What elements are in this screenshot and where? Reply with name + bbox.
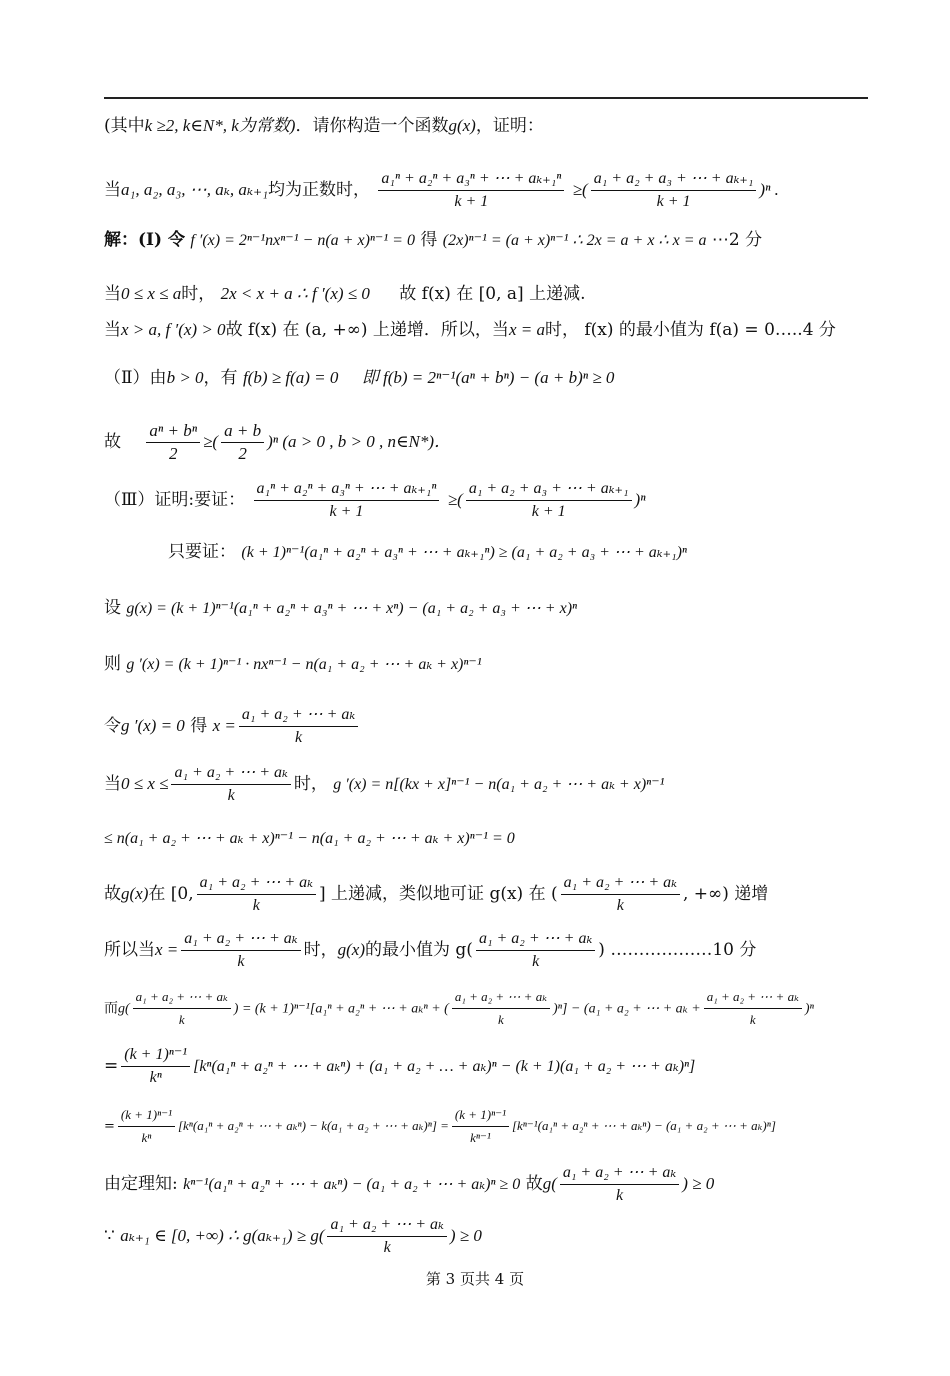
text: （Ⅱ）由: [104, 368, 167, 388]
fraction: $\frac{\text{a₁ⁿ + a₂ⁿ + a₃ⁿ + ⋯ + aₖ₊₁ⁿ}}{k + 1}$: [378, 168, 564, 213]
line-inequality: [104, 420, 451, 465]
formula: f ′(x) = 2ⁿ⁻¹nxⁿ⁻¹ − n(a + x)ⁿ⁻¹ = 0: [190, 232, 415, 249]
line-minimum: [104, 928, 756, 973]
formula: (2x)ⁿ⁻¹ = (a + x)ⁿ⁻¹ ∴ 2x = a + x ∴ x = a: [442, 232, 707, 249]
fraction: $\frac{a + b}{2}$: [221, 420, 264, 465]
fraction: $\frac{\text{a₁ + a₂ + ⋯ + aₖ}}{k}$: [561, 872, 680, 917]
fraction: $\frac{\text{(k + 1)ⁿ⁻¹}}{\text{kⁿ⁻¹}}$: [452, 1104, 509, 1149]
score: ⋯2 分: [711, 230, 763, 250]
line-theorem: [104, 1162, 714, 1207]
formula: [kⁿ(a₁ⁿ + a₂ⁿ + ⋯ + aₖⁿ) − k(a₁ + a₂ + ⋯ + aₖ)ⁿ] =: [177, 1118, 449, 1133]
text: （Ⅲ）证明:要证：: [104, 490, 246, 510]
line-part2: [104, 366, 614, 390]
text: ，证明：: [475, 116, 544, 136]
formula: aₖ₊₁ ∈ [0, +∞) ∴ g(aₖ₊₁) ≥ g(: [120, 1226, 325, 1245]
formula: x =: [155, 940, 179, 959]
fraction: $\frac{\text{(k + 1)ⁿ⁻¹}}{\text{kⁿ}}$: [121, 1044, 190, 1089]
formula: ≤ n(a₁ + a₂ + ⋯ + aₖ + x)ⁿ⁻¹ − n(a₁ + a₂ + ⋯ + aₖ + x)ⁿ⁻¹ = 0: [104, 830, 515, 847]
text: 所以当: [104, 940, 155, 960]
formula: x > a, f ′(x) > 0: [121, 320, 226, 339]
formula: g(x): [121, 884, 149, 903]
text: ∵: [104, 1226, 115, 1246]
formula: b > 0: [166, 368, 204, 387]
formula: 0 ≤ x ≤: [121, 774, 169, 793]
text: 则: [104, 654, 121, 674]
text: 故: [104, 884, 121, 904]
line-part1: [104, 228, 762, 253]
line-critical: [104, 704, 361, 749]
formula: f(b) ≥ f(a) = 0: [242, 368, 339, 387]
formula: ≥(: [572, 180, 588, 199]
text: 均为正数时，: [268, 180, 371, 200]
text: ) ………………10 分: [598, 940, 757, 960]
formula: g ′(x) = (k + 1)ⁿ⁻¹ · nxⁿ⁻¹ − n(a₁ + a₂ + ⋯ + aₖ + x)ⁿ⁻¹: [126, 656, 482, 673]
fraction: $\frac{\text{a₁ + a₂ + a₃ + ⋯ + aₖ₊₁}}{k + 1}$: [466, 478, 632, 523]
formula: 即 f(b) = 2ⁿ⁻¹(aⁿ + bⁿ) − (a + b)ⁿ ≥ 0: [361, 368, 615, 387]
formula: kⁿ⁻¹(a₁ⁿ + a₂ⁿ + ⋯ + aₖⁿ) − (a₁ + a₂ + ⋯ + aₖ)ⁿ ≥ 0: [183, 1176, 521, 1193]
formula: x = a: [508, 320, 545, 339]
text: ．请你构造一个函数: [295, 116, 449, 136]
fraction: $\frac{\text{a₁ⁿ + a₂ⁿ + a₃ⁿ + ⋯ + aₖ₊₁ⁿ}}{k + 1}$: [254, 478, 440, 523]
text: 当: [104, 180, 121, 200]
text: 令: [104, 716, 121, 736]
line-derivative: [104, 652, 482, 677]
text: 故: [525, 1174, 543, 1194]
fraction: $\frac{\text{a₁ + a₂ + ⋯ + aₖ}}{k}$: [239, 704, 358, 749]
text: , +∞) 递增: [682, 884, 769, 904]
text: 时，: [293, 774, 328, 794]
text: 由定理知:: [104, 1174, 178, 1194]
text: 而: [104, 1000, 118, 1017]
formula: ≥(: [447, 490, 463, 509]
text: =: [104, 1119, 115, 1134]
text: 的最小值为 g(: [365, 940, 473, 960]
formula: 0 ≤ x ≤ a: [121, 284, 182, 303]
text: 故: [104, 432, 121, 452]
fraction: $\frac{\text{a₁ + a₂ + ⋯ + aₖ}}{k}$: [452, 986, 550, 1031]
line-conclusion: [104, 1214, 482, 1259]
line-bound: [104, 826, 515, 851]
formula: k ≥2, k∈N*, k为常数): [144, 116, 296, 135]
formula: ) ≥ 0: [449, 1226, 482, 1245]
line-decreasing: [104, 282, 585, 306]
formula: g(: [118, 1001, 130, 1017]
text: ，有: [203, 368, 238, 388]
formula: )ⁿ .: [759, 180, 779, 199]
formula: g(x): [448, 116, 476, 135]
line-increasing: [104, 318, 836, 342]
text: 当: [104, 284, 121, 304]
formula: (k + 1)ⁿ⁻¹(a₁ⁿ + a₂ⁿ + a₃ⁿ + ⋯ + aₖ₊₁ⁿ) ≥ (a₁ + a₂ + a₃ + ⋯ + aₖ₊₁)ⁿ: [241, 544, 687, 561]
fraction: $\frac{\text{(k + 1)ⁿ⁻¹}}{\text{kⁿ}}$: [118, 1104, 175, 1149]
line-define-g: [104, 596, 577, 621]
text: 时， f(x) 的最小值为 f(a) = 0…..4 分: [544, 320, 836, 340]
fraction: $\frac{\text{a₁ + a₂ + ⋯ + aₖ}}{k}$: [704, 986, 802, 1031]
line-simplify-1: [104, 1044, 695, 1089]
fraction: $\frac{\text{a₁ + a₂ + ⋯ + aₖ}}{k}$: [171, 762, 290, 807]
fraction: $\frac{\text{a₁ + a₂ + ⋯ + aₖ}}{k}$: [197, 872, 316, 917]
formula: g ′(x) = n[(kx + x]ⁿ⁻¹ − n(a₁ + a₂ + ⋯ + aₖ + x)ⁿ⁻¹: [333, 776, 665, 793]
line-statement: [104, 168, 779, 213]
page-footer: 第 3 页共 4 页: [425, 1270, 525, 1288]
text: 故 f(x) 在 [0, a] 上递减.: [399, 284, 586, 304]
text: 只要证：: [168, 542, 236, 562]
line-evaluate: [104, 986, 814, 1031]
line-part3: [104, 478, 646, 523]
formula: ) = (k + 1)ⁿ⁻¹[a₁ⁿ + a₂ⁿ + ⋯ + aₖⁿ + (: [233, 1001, 449, 1017]
text: 得: [190, 716, 208, 736]
formula: ≥(: [203, 432, 219, 451]
fraction: $\frac{\text{a₁ + a₂ + a₃ + ⋯ + aₖ₊₁}}{k + 1}$: [591, 168, 757, 213]
formula: )ⁿ: [634, 490, 646, 509]
formula: [kⁿ(a₁ⁿ + a₂ⁿ + ⋯ + aₖⁿ) + (a₁ + a₂ + … + aₖ)ⁿ − (k + 1)(a₁ + a₂ + ⋯ + aₖ)ⁿ]: [193, 1058, 696, 1075]
formula: a₁, a₂, a₃, ⋯, aₖ, aₖ₊₁: [121, 180, 269, 199]
formula: g ′(x) = 0: [121, 716, 185, 735]
text: 在 [0,: [148, 884, 194, 904]
fraction: $\frac{\text{a₁ + a₂ + ⋯ + aₖ}}{k}$: [476, 928, 595, 973]
text: 当: [104, 320, 121, 340]
text: 得: [420, 230, 438, 250]
fraction: $\frac{\text{a₁ + a₂ + ⋯ + aₖ}}{k}$: [133, 986, 231, 1031]
formula: [kⁿ⁻¹(a₁ⁿ + a₂ⁿ + ⋯ + aₖⁿ) − (a₁ + a₂ + ⋯ + aₖ)ⁿ]: [511, 1118, 776, 1133]
text: 故 f(x) 在 (a, +∞) 上递增．所以，当: [225, 320, 509, 340]
top-rule: [104, 97, 868, 99]
text: 当: [104, 774, 121, 794]
fraction: $\frac{\text{a₁ + a₂ + ⋯ + aₖ}}{k}$: [181, 928, 300, 973]
text: 解：(Ⅰ) 令: [104, 230, 185, 250]
line-case: [104, 762, 664, 807]
fraction: $\frac{\text{a₁ + a₂ + ⋯ + aₖ}}{k}$: [327, 1214, 446, 1259]
formula: g(x) = (k + 1)ⁿ⁻¹(a₁ⁿ + a₂ⁿ + a₃ⁿ + ⋯ + xⁿ) − (a₁ + a₂ + a₃ + ⋯ + x)ⁿ: [126, 600, 578, 617]
line-suffices: [168, 540, 687, 565]
formula: g(x): [337, 940, 366, 959]
fraction: $\frac{\text{a₁ + a₂ + ⋯ + aₖ}}{k}$: [560, 1162, 679, 1207]
fraction: $\frac{\text{aⁿ + bⁿ}}{2}$: [146, 420, 200, 465]
text: =: [104, 1056, 119, 1076]
line-given: [104, 114, 544, 138]
text: 时，: [181, 284, 216, 304]
text: 设: [104, 598, 121, 618]
formula: x =: [212, 716, 236, 735]
text: (其中: [104, 116, 145, 136]
line-simplify-2: [104, 1104, 776, 1149]
formula: )ⁿ (a > 0 , b > 0 , n∈N*)．: [267, 432, 452, 451]
formula: 2x < x + a ∴ f ′(x) ≤ 0: [220, 284, 370, 303]
line-monotonic: [104, 872, 768, 917]
text: ] 上递减，类似地可证 g(x) 在 (: [319, 884, 558, 904]
formula: )ⁿ: [804, 1001, 814, 1017]
formula: )ⁿ] − (a₁ + a₂ + ⋯ + aₖ +: [552, 1001, 701, 1017]
formula: g(: [542, 1174, 557, 1193]
formula: ) ≥ 0: [682, 1174, 715, 1193]
text: 时，: [303, 940, 338, 960]
